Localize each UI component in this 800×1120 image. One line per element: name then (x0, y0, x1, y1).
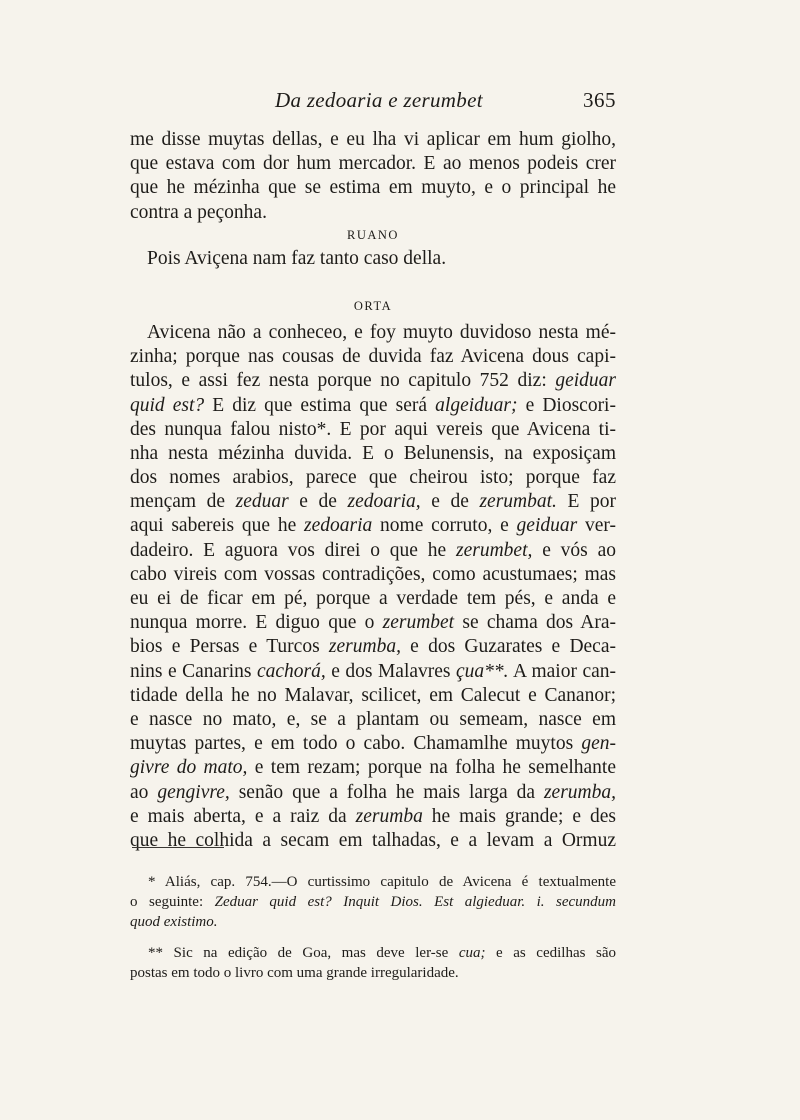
text-line (130, 635, 616, 659)
italic-term: zedoaria (304, 515, 373, 537)
text-line: dos nomes arabios, parece que cheirou isto; porque faz (130, 467, 616, 489)
text-line: nha nesta mézinha duvida. E o Belunensis, na exposiçam (130, 442, 616, 464)
text-run: nunqua morre. E diguo que o (130, 612, 383, 634)
italic-term: cachorá, (256, 660, 326, 682)
footnote-line (130, 892, 616, 912)
text-run: he mais grande; e des (422, 805, 616, 827)
italic-term: zerumbet (382, 612, 455, 634)
text-line: des nunqua falou nisto*. E por aqui vereis que Avicena ti- (130, 418, 616, 440)
text-run: e dos Guzarates e Deca- (400, 636, 616, 658)
italic-term: cua; (458, 945, 486, 961)
text-run: e as cedilhas são (485, 945, 616, 961)
text-line (130, 514, 616, 538)
text-run: e dos Malavres (325, 660, 457, 682)
text-run: muytas partes, e em todo o cabo. Chamamlhe muytos (130, 733, 582, 755)
italic-term: zedoaria, (347, 491, 421, 513)
text-run: nome corruto, e (372, 515, 517, 537)
footnote-divider (132, 847, 224, 848)
text-line (130, 539, 616, 563)
text-line (130, 756, 616, 780)
text-run: A maior can- (508, 660, 617, 682)
text-line (130, 369, 616, 393)
footnote-gap (130, 932, 616, 943)
text-line (130, 611, 616, 635)
text-run: e mais aberta, e a raiz da (130, 805, 356, 827)
text-run: ao (130, 781, 158, 803)
footnote-line: * Aliás, cap. 754.—O curtissimo capitulo de Avicena é textualmente (148, 874, 616, 890)
italic-term: zerumbat. (479, 491, 557, 513)
text-run: senão que a folha he mais larga da (229, 781, 544, 803)
text-run: e vós ao (532, 539, 616, 561)
footnote-line (130, 912, 616, 932)
text-run: e Dioscori- (517, 394, 616, 416)
page-number: 365 (583, 88, 616, 112)
footnote-line (130, 943, 616, 963)
text-run: nins e Canarins (130, 660, 257, 682)
italic-term: gen- (581, 733, 616, 755)
text-run: e de (420, 491, 480, 513)
italic-term: quid est? (130, 394, 205, 416)
body-text (130, 128, 616, 853)
text-line: me disse muytas dellas, e eu lha vi aplicar em hum giolho, (130, 129, 616, 150)
text-run: ** Sic na edição de Goa, mas deve ler-se (148, 945, 459, 961)
italic-term: geiduar (555, 370, 616, 392)
text-line: eu ei de ficar em pé, porque a verdade tem pés, e anda e (130, 588, 616, 609)
text-line (130, 781, 616, 805)
italic-term: zeduar (235, 491, 289, 513)
italic-term: zerumbet, (456, 539, 533, 561)
text-run: E por (556, 491, 617, 513)
text-line: contra a peçonha. (130, 201, 267, 223)
text-line: Avicena não a conheceo, e foy muyto duvidoso nesta mé- (147, 321, 616, 343)
running-title: Da zedoaria e zerumbet (275, 88, 483, 112)
text-line (130, 394, 616, 418)
italic-term: zerumba, (543, 781, 616, 803)
text-line (130, 732, 616, 756)
text-line: que he mézinha que se estima em muyto, e o principal he (130, 177, 616, 199)
text-line: Pois Aviçena nam faz tanto caso della. (147, 247, 447, 269)
italic-term: zerumba, (328, 636, 401, 658)
text-line: que he colhida a secam em talhadas, e a levam a Ormuz (130, 829, 616, 851)
text-run: bios e Persas e Turcos (130, 636, 329, 658)
text-line (130, 490, 616, 514)
text-line: que estava com dor hum mercador. E ao menos podeis crer (130, 153, 616, 175)
text-run: o seguinte: (130, 894, 215, 910)
text-line (130, 660, 616, 684)
text-line: cabo vireis com vossas contradições, como acustumaes; mas (130, 563, 616, 585)
italic-term: gengivre, (157, 781, 230, 803)
text-line: tidade della he no Malavar, scilicet, em Calecut e Cananor; (130, 684, 616, 706)
italic-term: algeiduar; (435, 394, 518, 416)
italic-term: quod existimo. (130, 914, 218, 930)
speaker-name-orta: ORTA (353, 298, 393, 313)
italic-term: givre do mato, (130, 757, 248, 779)
text-line: e nasce no mato, e, se a plantam ou semeam, nasce em (130, 708, 616, 730)
text-run: e tem rezam; porque na folha he semelhante (247, 757, 616, 779)
text-run: tulos, e assi fez nesta porque no capitulo 752 diz: (130, 370, 556, 392)
italic-term: çua**. (456, 660, 509, 682)
text-line (130, 805, 616, 829)
text-run: dadeiro. E aguora vos direi o que he (130, 539, 457, 561)
italic-term: geiduar (516, 515, 578, 537)
text-run: mençam de (130, 491, 236, 513)
text-run: ver- (577, 515, 616, 537)
text-run: aqui sabereis que he (130, 515, 305, 537)
footnotes (130, 872, 616, 983)
text-run: e de (288, 491, 348, 513)
italic-term: zerumba (355, 805, 423, 827)
speaker-name-ruano: RUANO (347, 227, 399, 242)
text-run: E diz que estima que será (204, 394, 436, 416)
text-line: zinha; porque nas cousas de duvida faz Avicena dous capi- (130, 346, 616, 368)
footnote-line: postas em todo o livro com uma grande irregularidade. (130, 965, 459, 981)
text-run: se chama dos Ara- (454, 612, 616, 634)
italic-term: Zeduar quid est? Inquit Dios. Est algieduar. i. secundum (214, 894, 616, 910)
